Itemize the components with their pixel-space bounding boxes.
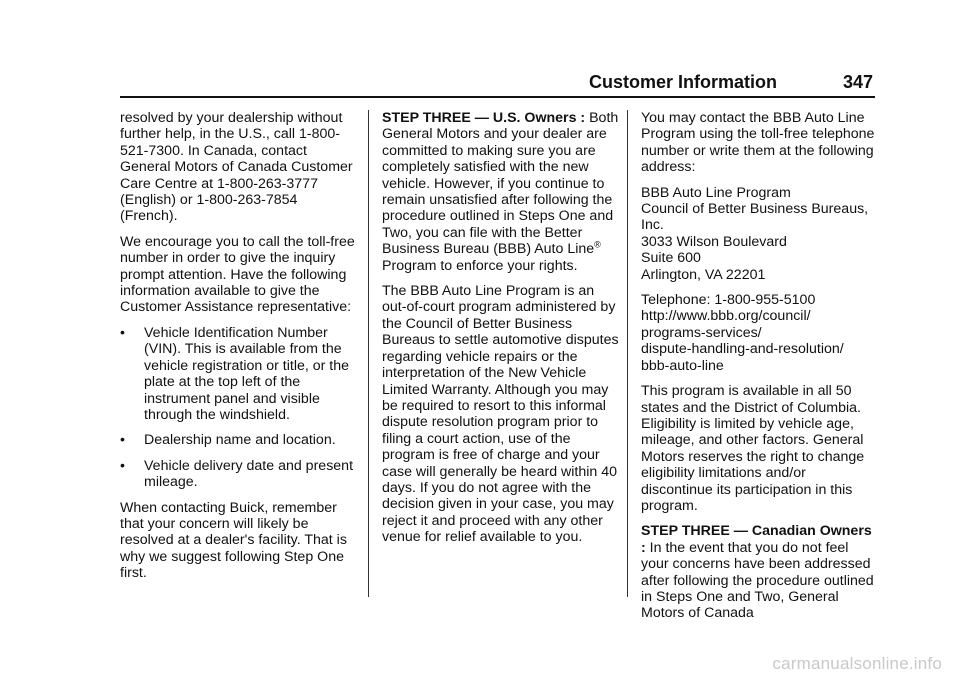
paragraph-bbb-program: The BBB Auto Line Program is an out-of-court program administered by the Council of Better Business Bureaus to settle automotive disputes regarding vehicle repairs or the interpretation of the New Vehicle Limited Warranty. Although you may be required to resort to this informal dispute resolution program prior to filing a court action, use of the program is free of charge and your case will generally be heard within 40 days. If you do not agree with the decision given in your case, you may reject it and proceed with any other venue for relief available to you. [382,283,619,546]
bullet-text: Dealership name and location. [144,432,336,449]
address-line: Suite 600 [641,250,701,267]
column-divider-right [627,110,628,597]
address-line: 3033 Wilson Boulevard [641,233,787,250]
text-column-3 [641,110,879,631]
telephone-number: Telephone: 1-800-955-5100 [641,292,816,309]
bbb-url-line: dispute-handling-and-resolution/ [641,341,844,358]
bullet-icon: • [120,324,125,341]
section-title: Customer Information [588,72,777,92]
page-header [120,68,875,98]
bullet-item-delivery [120,458,358,491]
step-three-us-heading: STEP THREE — U.S. Owners : [382,110,586,126]
bullet-text: Vehicle delivery date and present mileage. [144,457,354,491]
page-number: 347 [842,72,873,92]
address-line: Council of Better Business Bureaus, Inc. [641,201,869,234]
bullet-icon: • [120,457,125,474]
paragraph-dealership-contact: resolved by your dealership without further help, in the U.S., call 1-800-521-7300. In Canada, contact General Motors of Canada Customer Care Centre at 1-800-263-3777 (English) or 1-800-263-7854 (French). [120,110,353,225]
bullet-item-vin [120,325,358,423]
paragraph-contacting-buick: When contacting Buick, remember that your concern will likely be resolved at a dealer's facility. That is why we suggest following Step One first. [120,499,347,582]
step-three-us-text: Both General Motors and your dealer are committed to making sure you are completely satisfied with the new vehicle. However, if you continue to remain unsatisfied after following the procedure outlined in Steps One and Two, you can file with the Better Business Bureau (BBB) Auto Line [382,110,619,258]
registered-mark: ® [594,239,601,250]
bullet-text: Vehicle Identification Number (VIN). This is available from the vehicle registration or title, or the plate at the top left of the instrument panel and visible through the windshield. [144,324,350,423]
text-column-2 [382,110,620,555]
paragraph-encourage-call: We encourage you to call the toll-free number in order to give the inquiry prompt attention. Have the following information available to give the Customer Assistance representative: [120,233,355,316]
step-three-us-text-end: Program to enforce your rights. [382,257,578,274]
paragraph-step-three-canada [641,523,879,621]
address-line: Arlington, VA 22201 [641,266,766,283]
watermark-text: carmanualsonline.info [772,654,942,673]
step-three-canada-heading: STEP THREE — Canadian Owners : [641,523,872,556]
step-three-canada-text: In the event that you do not feel your concerns have been addressed after following the procedure outlined in Steps One and Two, General Motors of Canada [641,539,874,622]
bbb-contact [641,292,879,374]
bbb-url-line: bbb-auto-line [641,357,724,374]
paragraph-program-availability: This program is available in all 50 states and the District of Columbia. Eligibility is limited by vehicle age, mileage, and other factors. General Motors reserves the right to change eligibility limitations and/or discontinue its participation in this program. [641,383,865,514]
text-column-1 [120,110,358,591]
bullet-item-dealership [120,432,358,448]
bbb-address [641,185,879,283]
bbb-url-line: http://www.bbb.org/council/ [641,308,811,325]
bullet-icon: • [120,432,125,449]
bbb-url-line: programs-services/ [641,324,762,341]
paragraph-step-three-us [382,110,620,274]
paragraph-contact-bbb: You may contact the BBB Auto Line Program using the toll-free telephone number or write them at the following address: [641,110,875,176]
column-divider-left [368,110,369,597]
address-line: BBB Auto Line Program [641,184,791,201]
